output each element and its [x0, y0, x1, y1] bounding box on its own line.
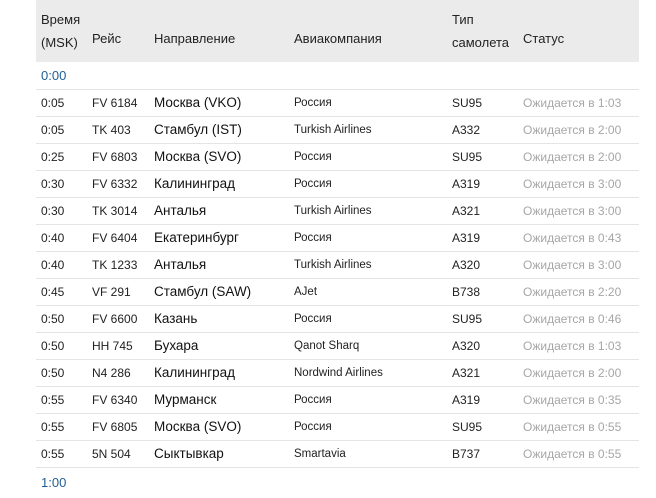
header-time[interactable]	[41, 8, 80, 54]
flight-row[interactable]	[36, 333, 639, 360]
destination: Сыктывкар	[154, 446, 224, 461]
aircraft-type: A321	[452, 204, 481, 218]
aircraft-type: A319	[452, 231, 481, 245]
header-aircraft[interactable]	[452, 8, 509, 54]
flight-number: FV 6332	[92, 177, 138, 191]
flight-status: Ожидается в 3:00	[523, 204, 622, 218]
departure-time: 0:55	[41, 393, 65, 407]
airline: Smartavia	[294, 448, 346, 460]
flight-number: FV 6340	[92, 393, 138, 407]
flight-status: Ожидается в 0:46	[523, 312, 622, 326]
header-aircraft-line1: Тип	[452, 12, 474, 27]
flight-number: FV 6184	[92, 96, 138, 110]
flight-row[interactable]	[36, 360, 639, 387]
destination: Калининград	[154, 176, 236, 191]
header-status[interactable]: Статус	[523, 31, 565, 46]
destination: Бухара	[154, 338, 199, 353]
destination: Калининград	[154, 365, 236, 380]
aircraft-type: A319	[452, 177, 481, 191]
airline: Россия	[294, 178, 332, 190]
destination: Москва (SVO)	[154, 419, 242, 434]
flight-status: Ожидается в 0:43	[523, 231, 622, 245]
flight-row[interactable]	[36, 144, 639, 171]
flight-status: Ожидается в 1:03	[523, 339, 622, 353]
flight-row[interactable]	[36, 279, 639, 306]
flight-row[interactable]	[36, 252, 639, 279]
aircraft-type: A321	[452, 366, 481, 380]
flight-row[interactable]	[36, 441, 639, 468]
flight-list	[36, 90, 639, 468]
destination: Москва (VKO)	[154, 95, 242, 110]
flight-status: Ожидается в 0:55	[523, 447, 622, 461]
aircraft-type: A320	[452, 258, 481, 272]
departure-time: 0:05	[41, 96, 65, 110]
departure-time: 0:40	[41, 258, 65, 272]
header-flight[interactable]: Рейс	[92, 31, 122, 46]
flight-row[interactable]	[36, 171, 639, 198]
header-airline[interactable]: Авиакомпания	[294, 31, 382, 46]
departure-time: 0:25	[41, 150, 65, 164]
aircraft-type: SU95	[452, 420, 483, 434]
header-aircraft-line2: самолета	[452, 35, 510, 50]
flight-status: Ожидается в 2:00	[523, 150, 622, 164]
hour-group-label: 1:00	[36, 468, 639, 495]
airline: Qanot Sharq	[294, 340, 360, 352]
flight-number: 5N 504	[92, 447, 131, 461]
flight-row[interactable]	[36, 198, 639, 225]
flight-number: N4 286	[92, 366, 131, 380]
aircraft-type: SU95	[452, 312, 483, 326]
flight-row[interactable]	[36, 306, 639, 333]
aircraft-type: SU95	[452, 96, 483, 110]
airline: Россия	[294, 97, 332, 109]
flight-status: Ожидается в 2:00	[523, 366, 622, 380]
flight-number: FV 6805	[92, 420, 138, 434]
flight-status: Ожидается в 3:00	[523, 258, 622, 272]
airline: Turkish Airlines	[294, 259, 372, 271]
destination: Стамбул (IST)	[154, 122, 242, 137]
aircraft-type: B737	[452, 447, 481, 461]
departure-time: 0:50	[41, 339, 65, 353]
departure-time: 0:45	[41, 285, 65, 299]
departure-time: 0:50	[41, 312, 65, 326]
flight-status: Ожидается в 2:20	[523, 285, 622, 299]
aircraft-type: A320	[452, 339, 481, 353]
departure-time: 0:50	[41, 366, 65, 380]
airline: AJet	[294, 286, 318, 298]
flight-number: FV 6404	[92, 231, 138, 245]
departure-time: 0:55	[41, 447, 65, 461]
destination: Екатеринбург	[154, 230, 239, 245]
table-header	[36, 0, 639, 62]
flight-number: TK 3014	[92, 204, 138, 218]
flight-status: Ожидается в 1:03	[523, 96, 622, 110]
header-destination[interactable]: Направление	[154, 31, 236, 46]
airline: Россия	[294, 421, 332, 433]
destination: Казань	[154, 311, 198, 326]
destination: Москва (SVO)	[154, 149, 242, 164]
aircraft-type: B738	[452, 285, 481, 299]
hour-group-label: 0:00	[36, 62, 639, 90]
flight-number: FV 6803	[92, 150, 138, 164]
flight-row[interactable]	[36, 225, 639, 252]
flight-status: Ожидается в 0:35	[523, 393, 622, 407]
flight-status: Ожидается в 3:00	[523, 177, 622, 191]
flight-number: TK 1233	[92, 258, 138, 272]
flight-number: TK 403	[92, 123, 131, 137]
aircraft-type: SU95	[452, 150, 483, 164]
flight-row[interactable]	[36, 387, 639, 414]
aircraft-type: A319	[452, 393, 481, 407]
flight-row[interactable]	[36, 117, 639, 144]
flight-row[interactable]	[36, 414, 639, 441]
destination: Мурманск	[154, 392, 217, 407]
destination: Анталья	[154, 203, 207, 218]
departure-time: 0:05	[41, 123, 65, 137]
airline: Россия	[294, 232, 332, 244]
airline: Nordwind Airlines	[294, 367, 383, 379]
departure-time: 0:40	[41, 231, 65, 245]
aircraft-type: A332	[452, 123, 481, 137]
flight-status: Ожидается в 2:00	[523, 123, 622, 137]
airline: Turkish Airlines	[294, 124, 372, 136]
airline: Turkish Airlines	[294, 205, 372, 217]
destination: Анталья	[154, 257, 207, 272]
airline: Россия	[294, 313, 332, 325]
flight-row[interactable]	[36, 90, 639, 117]
header-time-line2: (MSK)	[41, 35, 78, 50]
airline: Россия	[294, 394, 332, 406]
departure-time: 0:30	[41, 177, 65, 191]
destination: Стамбул (SAW)	[154, 284, 252, 299]
flight-number: FV 6600	[92, 312, 138, 326]
departures-board	[36, 0, 639, 495]
departure-time: 0:30	[41, 204, 65, 218]
flight-number: VF 291	[92, 285, 131, 299]
flight-status: Ожидается в 0:55	[523, 420, 622, 434]
airline: Россия	[294, 151, 332, 163]
flight-number: HH 745	[92, 339, 133, 353]
departure-time: 0:55	[41, 420, 65, 434]
header-time-line1: Время	[41, 12, 81, 27]
